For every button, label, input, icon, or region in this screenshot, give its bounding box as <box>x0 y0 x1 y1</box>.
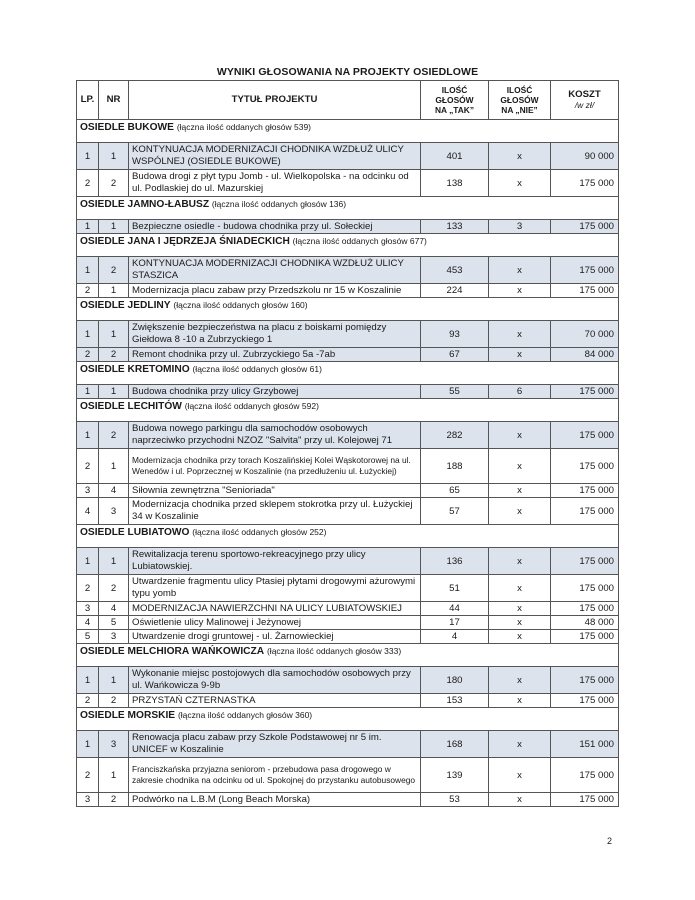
project-row <box>77 257 619 284</box>
section-name: OSIEDLE JANA I JĘDRZEJA ŚNIADECKICH <box>80 236 290 247</box>
project-votes-yes: 453 <box>421 257 489 284</box>
project-votes-no: 6 <box>489 385 551 399</box>
project-votes-yes: 153 <box>421 694 489 708</box>
project-votes-yes: 4 <box>421 630 489 644</box>
project-votes-yes: 168 <box>421 731 489 758</box>
section-total-votes: (łączna ilość oddanych głosów 333) <box>266 646 402 656</box>
section-header <box>77 120 619 143</box>
project-row <box>77 694 619 708</box>
section-header-row <box>77 644 619 667</box>
project-lp: 1 <box>77 667 99 694</box>
project-votes-no: 3 <box>489 220 551 234</box>
project-row <box>77 321 619 348</box>
project-lp: 1 <box>77 143 99 170</box>
project-nr: 3 <box>99 630 129 644</box>
project-votes-no: x <box>489 484 551 498</box>
project-row <box>77 630 619 644</box>
project-row <box>77 385 619 399</box>
project-cost: 90 000 <box>551 143 619 170</box>
project-cost: 84 000 <box>551 348 619 362</box>
project-lp: 2 <box>77 348 99 362</box>
project-votes-no: x <box>489 321 551 348</box>
project-cost: 175 000 <box>551 575 619 602</box>
project-votes-no: x <box>489 616 551 630</box>
project-cost: 175 000 <box>551 548 619 575</box>
section-name: OSIEDLE BUKOWE <box>80 122 174 133</box>
section-header <box>77 298 619 321</box>
section-total-votes: (łączna ilość oddanych głosów 160) <box>173 300 308 310</box>
project-row <box>77 143 619 170</box>
section-name: OSIEDLE JEDLINY <box>80 300 171 311</box>
project-title: Modernizacja chodnika przed sklepem stokrotka przy ul. Łużyckiej 34 w Koszalinie <box>129 498 421 525</box>
project-lp: 3 <box>77 602 99 616</box>
header-cost-label: KOSZT <box>568 89 601 100</box>
project-votes-yes: 401 <box>421 143 489 170</box>
project-lp: 1 <box>77 220 99 234</box>
project-votes-yes: 224 <box>421 284 489 298</box>
project-lp: 1 <box>77 731 99 758</box>
project-cost: 175 000 <box>551 667 619 694</box>
project-row <box>77 170 619 197</box>
header-title: TYTUŁ PROJEKTU <box>129 81 421 120</box>
project-nr: 2 <box>99 694 129 708</box>
section-header <box>77 708 619 731</box>
project-title: Podwórko na L.B.M (Long Beach Morska) <box>129 793 421 807</box>
section-name: OSIEDLE KRETOMINO <box>80 364 190 375</box>
project-votes-no: x <box>489 602 551 616</box>
project-title: Budowa drogi z płyt typu Jomb - ul. Wielkopolska - na odcinku od ul. Podlaskiej do ul. Mazurskiej <box>129 170 421 197</box>
project-votes-yes: 180 <box>421 667 489 694</box>
project-row <box>77 616 619 630</box>
project-votes-no: x <box>489 143 551 170</box>
project-cost: 175 000 <box>551 385 619 399</box>
project-votes-no: x <box>489 694 551 708</box>
section-header-row <box>77 708 619 731</box>
header-votes-no-l1: ILOŚĆ <box>506 85 533 95</box>
project-votes-no: x <box>489 667 551 694</box>
project-nr: 3 <box>99 731 129 758</box>
header-votes-no-l3: NA „NIE” <box>501 105 538 115</box>
project-cost: 175 000 <box>551 449 619 484</box>
section-header-row <box>77 234 619 257</box>
project-nr: 1 <box>99 321 129 348</box>
project-nr: 2 <box>99 793 129 807</box>
section-name: OSIEDLE LUBIATOWO <box>80 527 190 538</box>
section-header-row <box>77 399 619 422</box>
project-row <box>77 758 619 793</box>
project-nr: 4 <box>99 602 129 616</box>
project-row <box>77 575 619 602</box>
header-votes-yes <box>421 81 489 120</box>
project-votes-yes: 67 <box>421 348 489 362</box>
project-nr: 1 <box>99 143 129 170</box>
project-row <box>77 548 619 575</box>
project-votes-yes: 138 <box>421 170 489 197</box>
project-row <box>77 348 619 362</box>
table-header-row <box>77 81 619 120</box>
section-header <box>77 644 619 667</box>
project-title: PRZYSTAŃ CZTERNASTKA <box>129 694 421 708</box>
project-title: Oświetlenie ulicy Malinowej i Jeżynowej <box>129 616 421 630</box>
project-title: Modernizacja chodnika przy torach Koszalińskiej Kolei Wąskotorowej na ul. Wenedów i ul. Poprzecznej w Koszalinie (na przedłużeniu ul. Łużyckiej) <box>129 449 421 484</box>
project-row <box>77 667 619 694</box>
project-nr: 1 <box>99 284 129 298</box>
project-votes-no: x <box>489 793 551 807</box>
project-row <box>77 220 619 234</box>
project-nr: 1 <box>99 220 129 234</box>
section-total-votes: (łączna ilość oddanych głosów 360) <box>177 710 313 720</box>
project-nr: 1 <box>99 385 129 399</box>
project-cost: 175 000 <box>551 602 619 616</box>
project-lp: 2 <box>77 449 99 484</box>
project-lp: 2 <box>77 758 99 793</box>
voting-results-table <box>76 80 619 807</box>
document-title: WYNIKI GŁOSOWANIA NA PROJEKTY OSIEDLOWE <box>216 66 479 78</box>
project-votes-yes: 55 <box>421 385 489 399</box>
section-total-votes: (łączna ilość oddanych głosów 677) <box>292 236 427 246</box>
project-votes-no: x <box>489 758 551 793</box>
project-nr: 1 <box>99 758 129 793</box>
header-cost <box>551 81 619 120</box>
project-title: Utwardzenie drogi gruntowej - ul. Żarnowieckiej <box>129 630 421 644</box>
project-cost: 175 000 <box>551 422 619 449</box>
project-votes-yes: 51 <box>421 575 489 602</box>
project-votes-yes: 93 <box>421 321 489 348</box>
project-row <box>77 731 619 758</box>
project-votes-yes: 282 <box>421 422 489 449</box>
project-votes-no: x <box>489 257 551 284</box>
project-votes-no: x <box>489 548 551 575</box>
project-title: Budowa chodnika przy ulicy Grzybowej <box>129 385 421 399</box>
header-votes-no <box>489 81 551 120</box>
section-name: OSIEDLE JAMNO-ŁABUSZ <box>80 199 210 210</box>
project-votes-no: x <box>489 630 551 644</box>
project-title: Bezpieczne osiedle - budowa chodnika przy ul. Sołeckiej <box>129 220 421 234</box>
project-votes-yes: 188 <box>421 449 489 484</box>
project-lp: 2 <box>77 170 99 197</box>
project-cost: 175 000 <box>551 220 619 234</box>
project-row <box>77 449 619 484</box>
project-cost: 151 000 <box>551 731 619 758</box>
project-nr: 5 <box>99 616 129 630</box>
header-votes-no-l2: GŁOSÓW <box>500 95 539 105</box>
section-header <box>77 197 619 220</box>
project-lp: 5 <box>77 630 99 644</box>
project-lp: 4 <box>77 616 99 630</box>
project-nr: 1 <box>99 449 129 484</box>
project-title: Budowa nowego parkingu dla samochodów osobowych naprzeciwko przychodni NZOZ "Salvita" przy ul. Kolejowej 71 <box>129 422 421 449</box>
project-votes-yes: 44 <box>421 602 489 616</box>
project-lp: 2 <box>77 694 99 708</box>
project-lp: 1 <box>77 257 99 284</box>
section-header <box>77 399 619 422</box>
project-nr: 4 <box>99 484 129 498</box>
project-cost: 70 000 <box>551 321 619 348</box>
project-lp: 3 <box>77 484 99 498</box>
section-total-votes: (łączna ilość oddanych głosów 61) <box>192 364 322 374</box>
project-title: Utwardzenie fragmentu ulicy Ptasiej płytami drogowymi ażurowymi typu yomb <box>129 575 421 602</box>
project-nr: 2 <box>99 170 129 197</box>
project-lp: 2 <box>77 575 99 602</box>
project-votes-no: x <box>489 284 551 298</box>
project-cost: 175 000 <box>551 170 619 197</box>
project-row <box>77 284 619 298</box>
project-votes-yes: 136 <box>421 548 489 575</box>
project-lp: 1 <box>77 548 99 575</box>
project-votes-no: x <box>489 170 551 197</box>
project-title: KONTYNUACJA MODERNIZACJI CHODNIKA WZDŁUŻ ULICY WSPÓLNEJ (OSIEDLE BUKOWE) <box>129 143 421 170</box>
project-nr: 2 <box>99 348 129 362</box>
header-nr: NR <box>99 81 129 120</box>
project-votes-yes: 65 <box>421 484 489 498</box>
project-cost: 48 000 <box>551 616 619 630</box>
project-cost: 175 000 <box>551 630 619 644</box>
section-total-votes: (łączna ilość oddanych głosów 252) <box>192 527 327 537</box>
header-votes-yes-l2: GŁOSÓW <box>435 95 474 105</box>
project-title: Siłownia zewnętrzna "Senioriada" <box>129 484 421 498</box>
section-total-votes: (łączna ilość oddanych głosów 592) <box>184 401 319 411</box>
project-cost: 175 000 <box>551 257 619 284</box>
section-header <box>77 525 619 548</box>
section-header-row <box>77 197 619 220</box>
section-total-votes: (łączna ilość oddanych głosów 539) <box>176 122 311 132</box>
project-lp: 1 <box>77 422 99 449</box>
project-nr: 2 <box>99 422 129 449</box>
project-title: Zwiększenie bezpieczeństwa na placu z boiskami pomiędzy Giełdowa 8 -10 a Zubrzyckiego 1 <box>129 321 421 348</box>
section-header-row <box>77 362 619 385</box>
page-number: 2 <box>607 836 613 846</box>
project-cost: 175 000 <box>551 694 619 708</box>
project-cost: 175 000 <box>551 758 619 793</box>
project-votes-no: x <box>489 575 551 602</box>
project-title: MODERNIZACJA NAWIERZCHNI NA ULICY LUBIATOWSKIEJ <box>129 602 421 616</box>
project-nr: 2 <box>99 257 129 284</box>
project-votes-yes: 53 <box>421 793 489 807</box>
project-row <box>77 422 619 449</box>
project-title: Wykonanie miejsc postojowych dla samochodów osobowych przy ul. Wańkowicza 9-9b <box>129 667 421 694</box>
section-header <box>77 362 619 385</box>
section-header-row <box>77 525 619 548</box>
project-nr: 2 <box>99 575 129 602</box>
project-title: Rewitalizacja terenu sportowo-rekreacyjnego przy ulicy Lubiatowskiej. <box>129 548 421 575</box>
project-title: Remont chodnika przy ul. Zubrzyckiego 5a -7ab <box>129 348 421 362</box>
section-name: OSIEDLE LECHITÓW <box>80 401 182 412</box>
table-body <box>77 120 619 807</box>
project-votes-no: x <box>489 449 551 484</box>
project-lp: 1 <box>77 385 99 399</box>
project-row <box>77 498 619 525</box>
project-lp: 3 <box>77 793 99 807</box>
project-row <box>77 793 619 807</box>
project-cost: 175 000 <box>551 284 619 298</box>
header-lp: LP. <box>77 81 99 120</box>
project-votes-yes: 133 <box>421 220 489 234</box>
section-total-votes: (łączna ilość oddanych głosów 136) <box>211 199 347 209</box>
project-row <box>77 602 619 616</box>
project-nr: 1 <box>99 667 129 694</box>
project-title: Renowacja placu zabaw przy Szkole Podstawowej nr 5 im. UNICEF w Koszalinie <box>129 731 421 758</box>
project-lp: 4 <box>77 498 99 525</box>
header-votes-yes-l3: NA „TAK” <box>434 105 475 115</box>
project-nr: 3 <box>99 498 129 525</box>
project-cost: 175 000 <box>551 793 619 807</box>
project-row <box>77 484 619 498</box>
project-votes-yes: 139 <box>421 758 489 793</box>
project-lp: 2 <box>77 284 99 298</box>
project-votes-no: x <box>489 422 551 449</box>
project-cost: 175 000 <box>551 484 619 498</box>
project-cost: 175 000 <box>551 498 619 525</box>
project-title: Modernizacja placu zabaw przy Przedszkolu nr 15 w Koszalinie <box>129 284 421 298</box>
section-name: OSIEDLE MORSKIE <box>80 710 176 721</box>
project-votes-no: x <box>489 498 551 525</box>
section-header-row <box>77 298 619 321</box>
section-name: OSIEDLE MELCHIORA WAŃKOWICZA <box>80 646 265 657</box>
section-header <box>77 234 619 257</box>
header-votes-yes-l1: ILOŚĆ <box>441 85 468 95</box>
project-nr: 1 <box>99 548 129 575</box>
project-votes-no: x <box>489 348 551 362</box>
project-votes-no: x <box>489 731 551 758</box>
header-cost-unit: /w zł/ <box>574 100 595 110</box>
project-title: Franciszkańska przyjazna seniorom - przebudowa pasa drogowego w zakresie chodnika na odcinku od ul. Spokojnej do przystanku autobusowego <box>129 758 421 793</box>
project-title: KONTYNUACJA MODERNIZACJI CHODNIKA WZDŁUŻ ULICY STASZICA <box>129 257 421 284</box>
project-votes-yes: 17 <box>421 616 489 630</box>
project-lp: 1 <box>77 321 99 348</box>
section-header-row <box>77 120 619 143</box>
project-votes-yes: 57 <box>421 498 489 525</box>
